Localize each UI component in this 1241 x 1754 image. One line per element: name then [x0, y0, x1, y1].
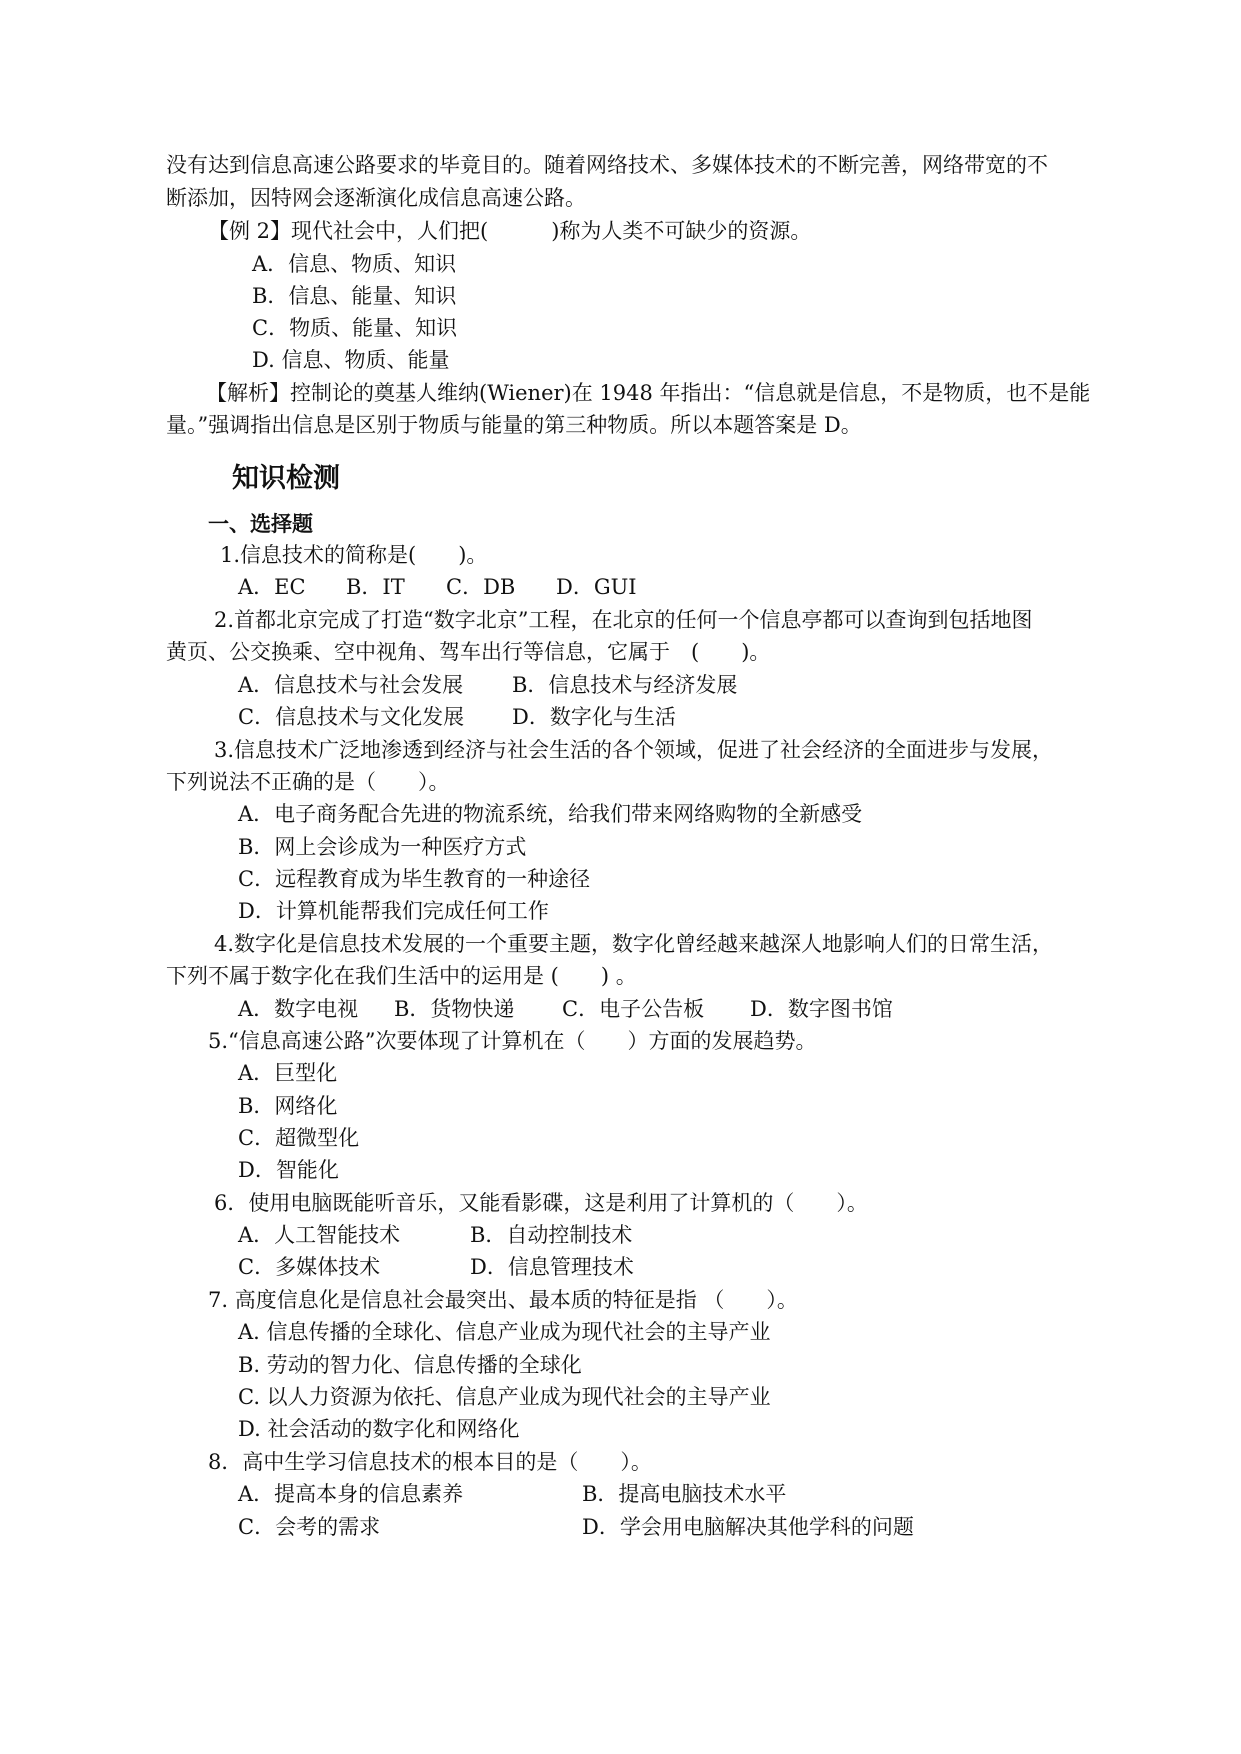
q1-option-b: B．IT	[346, 575, 405, 599]
q5-option-d: D．智能化	[238, 1158, 339, 1182]
q1-option-d: D．GUI	[556, 575, 637, 599]
example-2-analysis-line-1: 【解析】控制论的奠基人维纳(Wiener)在 1948 年指出：“信息就是信息，不是物质，也不是能	[206, 381, 1091, 405]
q2-stem-line-1: 2.首都北京完成了打造“数字北京”工程，在北京的任何一个信息亭都可以查询到包括地图	[214, 608, 1033, 632]
subsection-title: 一、选择题	[208, 512, 313, 536]
q6-option-c: C．多媒体技术	[238, 1255, 381, 1279]
q7-option-a: A. 信息传播的全球化、信息产业成为现代社会的主导产业	[238, 1320, 771, 1344]
example-2-option-a: A．信息、物质、知识	[252, 252, 457, 276]
q3-option-d: D．计算机能帮我们完成任何工作	[238, 899, 549, 923]
intro-line-1: 没有达到信息高速公路要求的毕竟目的。随着网络技术、多媒体技术的不断完善，网络带宽的不	[166, 153, 1048, 177]
q5-option-c: C．超微型化	[238, 1126, 360, 1150]
q5-option-b: B．网络化	[238, 1094, 338, 1118]
q6-stem: 6．使用电脑既能听音乐，又能看影碟，这是利用了计算机的（ ）。	[214, 1191, 868, 1215]
q4-option-b: B．货物快递	[394, 997, 515, 1021]
q3-option-c: C．远程教育成为毕生教育的一种途径	[238, 867, 591, 891]
q7-stem: 7. 高度信息化是信息社会最突出、最本质的特征是指 （ ）。	[208, 1288, 798, 1312]
q6-option-b: B．自动控制技术	[470, 1223, 633, 1247]
q3-stem-line-1: 3.信息技术广泛地渗透到经济与社会生活的各个领域，促进了社会经济的全面进步与发展，	[214, 738, 1054, 762]
q4-stem-line-1: 4.数字化是信息技术发展的一个重要主题，数字化曾经越来越深人地影响人们的日常生活，	[214, 932, 1054, 956]
q8-stem: 8．高中生学习信息技术的根本目的是（ ）。	[208, 1450, 652, 1474]
q8-option-a: A．提高本身的信息素养	[238, 1482, 464, 1506]
example-2-option-b: B．信息、能量、知识	[252, 284, 457, 308]
q1-stem: 1.信息技术的简称是( )。	[220, 543, 488, 567]
q2-option-c: C．信息技术与文化发展	[238, 705, 465, 729]
q7-option-b: B. 劳动的智力化、信息传播的全球化	[238, 1353, 582, 1377]
q4-option-d: D．数字图书馆	[750, 997, 893, 1021]
example-2-option-d: D. 信息、物质、能量	[252, 348, 450, 372]
example-2-option-c: C．物质、能量、知识	[252, 316, 458, 340]
example-2-analysis-line-2: 量。”强调指出信息是区别于物质与能量的第三种物质。所以本题答案是 D。	[166, 413, 862, 437]
q7-option-d: D. 社会活动的数字化和网络化	[238, 1417, 520, 1441]
intro-line-2: 断添加，因特网会逐渐演化成信息高速公路。	[166, 186, 586, 210]
q3-stem-line-2: 下列说法不正确的是（ ）。	[166, 770, 450, 794]
q4-option-c: C．电子公告板	[562, 997, 705, 1021]
q4-option-a: A．数字电视	[238, 997, 359, 1021]
q2-option-b: B．信息技术与经济发展	[512, 673, 738, 697]
q7-option-c: C. 以人力资源为依托、信息产业成为现代社会的主导产业	[238, 1385, 771, 1409]
q2-option-a: A．信息技术与社会发展	[238, 673, 464, 697]
q8-option-b: B．提高电脑技术水平	[582, 1482, 787, 1506]
q3-option-a: A．电子商务配合先进的物流系统，给我们带来网络购物的全新感受	[238, 802, 863, 826]
q2-stem-line-2: 黄页、公交换乘、空中视角、驾车出行等信息，它属于 ( )。	[166, 640, 771, 664]
q8-option-d: D．学会用电脑解决其他学科的问题	[582, 1515, 914, 1539]
q4-stem-line-2: 下列不属于数字化在我们生活中的运用是 ( ) 。	[166, 964, 637, 988]
q1-option-c: C．DB	[446, 575, 516, 599]
q8-option-c: C．会考的需求	[238, 1515, 381, 1539]
example-2-question: 【例 2】现代社会中，人们把( )称为人类不可缺少的资源。	[208, 219, 812, 243]
q2-option-d: D．数字化与生活	[512, 705, 676, 729]
section-title: 知识检测	[232, 463, 340, 494]
q6-option-a: A．人工智能技术	[238, 1223, 401, 1247]
q3-option-b: B．网上会诊成为一种医疗方式	[238, 835, 527, 859]
q5-option-a: A．巨型化	[238, 1061, 338, 1085]
q5-stem: 5.“信息高速公路”次要体现了计算机在（ ）方面的发展趋势。	[208, 1029, 817, 1053]
q6-option-d: D．信息管理技术	[470, 1255, 634, 1279]
q1-option-a: A．EC	[238, 575, 306, 599]
